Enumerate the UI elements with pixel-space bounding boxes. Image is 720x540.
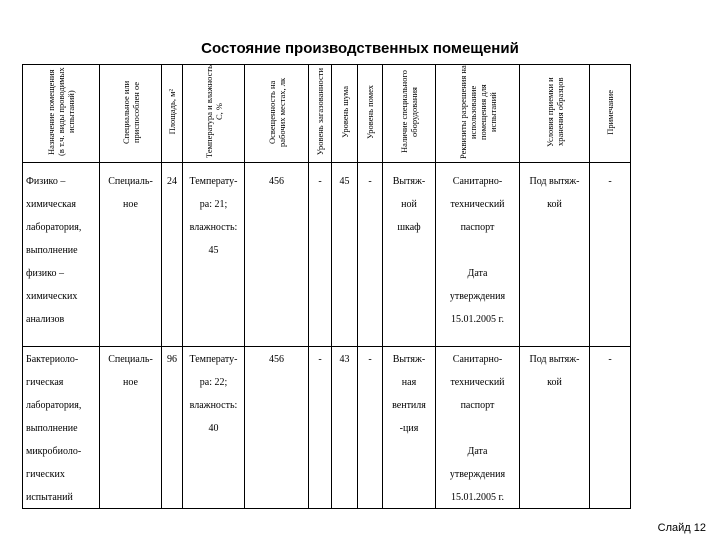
cell-special: Специаль- ное bbox=[108, 176, 153, 210]
cell-temp: Температу- ра: 22; влажность: 40 bbox=[189, 354, 238, 434]
header-conditions bbox=[520, 64, 589, 160]
cell-light: 456 bbox=[269, 354, 284, 365]
cell-conditions: Под вытяж- кой bbox=[529, 354, 580, 388]
header-light bbox=[245, 64, 308, 160]
header-temp-label: Температура и влажность С, % bbox=[203, 65, 224, 159]
col-border bbox=[630, 64, 631, 509]
cell-interference: - bbox=[368, 354, 372, 365]
cell-special: Специаль- ное bbox=[108, 354, 153, 388]
cell-equipment: Вытяж- ной шкаф bbox=[392, 176, 426, 233]
cell-note: - bbox=[608, 176, 612, 187]
header-area bbox=[162, 64, 182, 160]
cell-noise: 45 bbox=[339, 176, 350, 187]
header-temp bbox=[183, 64, 244, 160]
cell-permit: Санитарно- технический паспорт Дата утверждения 15.01.2005 г. bbox=[449, 176, 506, 325]
header-purpose bbox=[23, 64, 99, 160]
page-title: Состояние производственных помещений bbox=[201, 40, 519, 57]
cell-noise: 43 bbox=[339, 354, 350, 365]
header-permit bbox=[436, 64, 519, 160]
header-gas bbox=[309, 64, 331, 160]
cell-gas: - bbox=[318, 354, 322, 365]
row-divider bbox=[22, 346, 630, 347]
header-conditions-label: Условия приемки и хранения образцов bbox=[544, 77, 565, 147]
header-noise-label: Уровень шума bbox=[339, 86, 350, 138]
header-equipment bbox=[383, 64, 435, 160]
cell-equipment: Вытяж- ная вентиля -ция bbox=[392, 354, 426, 434]
cell-conditions: Под вытяж- кой bbox=[529, 176, 580, 210]
header-special bbox=[100, 64, 161, 160]
header-bottom-border bbox=[22, 162, 630, 163]
header-interference bbox=[358, 64, 382, 160]
cell-note: - bbox=[608, 354, 612, 365]
header-special-label: Специальное или приспособлен ое bbox=[120, 80, 141, 144]
cell-interference: - bbox=[368, 176, 372, 187]
cell-purpose: Физико – химическая лаборатория, выполнение физико – химических анализов bbox=[26, 176, 82, 325]
cell-light: 456 bbox=[269, 176, 284, 187]
header-interference-label: Уровень помех bbox=[365, 85, 375, 139]
cell-permit: Санитарно- технический паспорт Дата утверждения 15.01.2005 г. bbox=[449, 354, 506, 503]
cell-gas: - bbox=[318, 176, 322, 187]
slide-number: Слайд 12 bbox=[657, 522, 706, 534]
header-gas-label: Уровень загазованности bbox=[315, 68, 325, 156]
header-equipment-label: Наличие специального оборудования bbox=[399, 70, 419, 154]
cell-purpose: Бактериоло- гическая лаборатория, выполнение микробиоло- гических испытаний bbox=[26, 354, 82, 503]
table-bottom-border bbox=[22, 508, 630, 509]
header-noise bbox=[332, 64, 357, 160]
header-area-label: Площадь, м² bbox=[167, 89, 177, 135]
cell-area: 24 bbox=[167, 176, 177, 187]
header-note bbox=[590, 64, 630, 160]
cell-temp: Температу- ра: 21; влажность: 45 bbox=[189, 176, 238, 256]
header-light-label: Освещенность на рабочих местах, лк bbox=[266, 77, 287, 147]
cell-area: 96 bbox=[167, 354, 177, 365]
header-note-label: Примечание bbox=[605, 89, 615, 135]
header-permit-label: Реквизиты разрешения на использование помещения для испытаний bbox=[457, 65, 498, 159]
header-purpose-label: Назначение помещения (в т.ч. виды проводимых испытаний) bbox=[46, 67, 76, 157]
